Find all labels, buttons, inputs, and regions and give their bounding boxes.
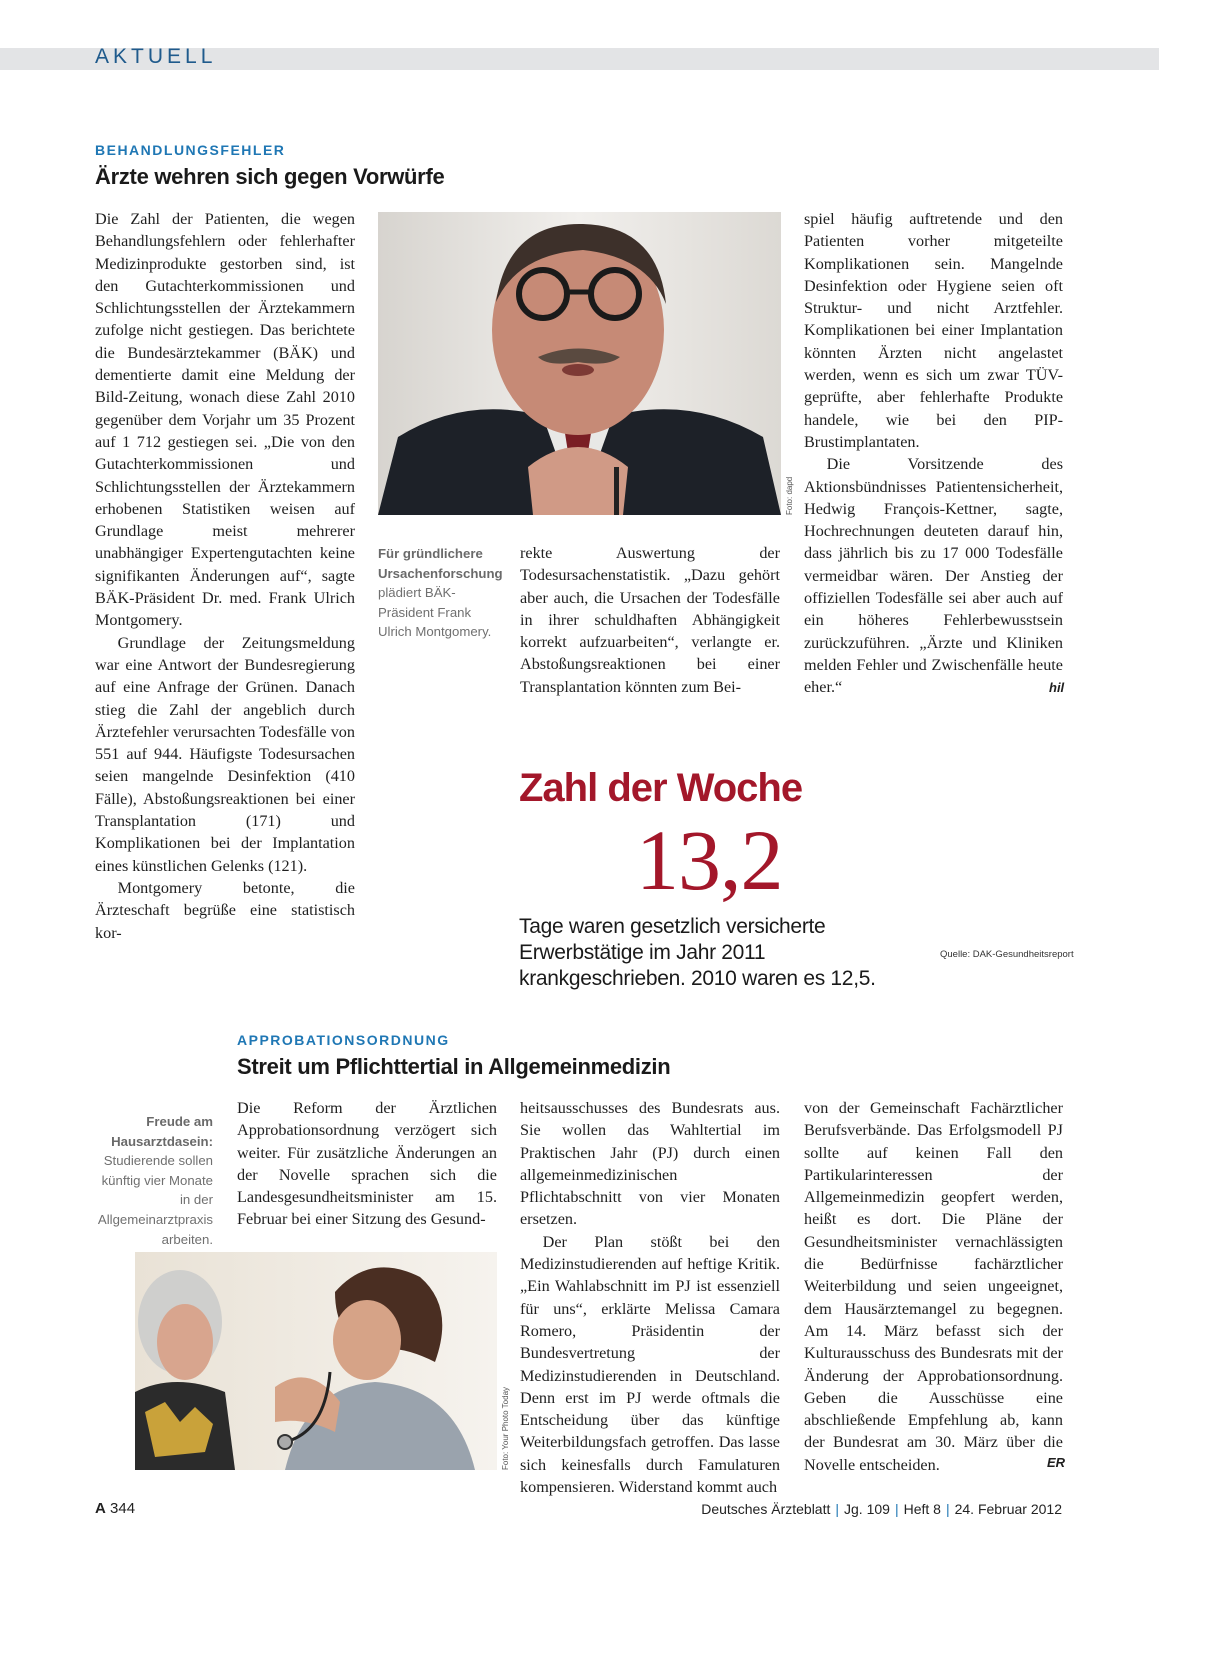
article1-col3-para-2: Die Vorsitzende des Aktionsbündnisses Patientensicherheit, Hedwig François-Kettner, sagte, Hochrechnungen deuteten darauf hin, dass jährlich bis zu 17 000 Todesfälle vermeidbar wären. Der Anstieg der offiziellen Todesfälle sei aber auch auf ein höheres Fehlerbewusstsein zurückzuführen. „Ärzte und Kliniken melden Fehler und Zwischenfälle heute eher.“ <box>804 455 1063 697</box>
article2-column-3 <box>804 1097 1066 1476</box>
article2-signature: ER <box>1047 1455 1066 1470</box>
photo1-credit: Foto: dapd <box>785 476 794 515</box>
article2-headline: Streit um Pflichttertial in Allgemeinmedizin <box>237 1054 671 1079</box>
montgomery-photo <box>378 212 781 515</box>
article1-col1-para-2: Grundlage der Zeitungsmeldung war eine Antwort der Bundesregierung auf eine Anfrage der Grünen. Danach stieg die Zahl der angeblich durch Ärztefehler verursachten Todesfälle von 551 auf 944. Häufigste Todesursachen seien mangelnde Desinfektion (410 Fälle), Abstoßungsreaktionen bei einer Transplantation (171) und Komplikationen bei der Implantation eines künstlichen Gelenks (121). <box>95 633 355 875</box>
article2-col2-para-2: Der Plan stößt bei den Medizinstudierenden auf heftige Kritik. „Ein Wahlabschnitt im PJ ist essenziell für uns“, erklärte Melissa Camara Romero, Präsidentin der Bundesvertretung der Medizinstudierenden in Deutschland. Denn erst im PJ werde oftmals die Entscheidung über das künftige Weiterbildungsfach getroffen. Das lasse sich keinesfalls durch Famulaturen kompensieren. Widerstand kommt auch <box>520 1232 780 1497</box>
article1-kicker: BEHANDLUNGSFEHLER <box>95 142 286 158</box>
article2-column-2 <box>520 1097 780 1498</box>
article1-headline: Ärzte wehren sich gegen Vorwürfe <box>95 164 445 189</box>
article2-column-1 <box>237 1097 497 1231</box>
article1-signature: hil <box>1049 680 1065 695</box>
zahl-der-woche-source: Quelle: DAK-Gesundheitsreport <box>940 949 1074 960</box>
zahl-der-woche-title: Zahl der Woche <box>519 766 803 810</box>
zahl-der-woche-number: 13,2 <box>636 812 783 908</box>
doctor-patient-photo <box>135 1252 497 1470</box>
zahl-der-woche-text: Tage waren gesetzlich versicherte Erwerbstätige im Jahr 2011 krankgeschrieben. 2010 waren es 12,5. <box>519 915 876 990</box>
article1-column-3 <box>804 208 1063 699</box>
article1-col3-para-1: spiel häufig auftretende und den Patienten vorher mitgeteilte Komplikationen sein. Mangelnde Desinfektion oder Hygiene seien oft Struktur- und nicht Arztfehler. Komplikationen bei einer Implantation könnten Ärzten nicht angelastet werden, wenn es sich um zwar TÜV-geprüfte, aber fehlerhafte Produkte handele, wie bei den PIP-Brustimplantaten. <box>804 210 1063 451</box>
journal-name: Deutsches Ärzteblatt <box>701 1501 831 1517</box>
journal-volume: Jg. 109 <box>844 1501 890 1517</box>
footer-separator: | <box>945 1501 950 1517</box>
photo2-credit: Foto: Your Photo Today <box>501 1386 510 1470</box>
photo1-caption-bold: Für gründlichere Ursachenforschung <box>378 546 503 581</box>
article2-kicker: APPROBATIONSORDNUNG <box>237 1032 450 1048</box>
article1-col1-para-1: Die Zahl der Patienten, die wegen Behandlungsfehlern oder fehlerhafter Medizinprodukte gestorben sind, ist den Gutachterkommissionen und Schlichtungsstellen der Ärztekammern zufolge nicht gestiegen. Das berichtete die Bundesärztekammer (BÄK) und dementierte damit eine Meldung der Bild-Zeitung, wonach diese Zahl 2010 gegenüber dem Vorjahr um 35 Prozent auf 1 712 gestiegen sei. „Die von den Gutachterkommissionen und Schlichtungsstellen der Ärztekammern erhobenen Statistiken weisen auf Grundlage meist mehrerer unabhängiger Expertengutachten keine signifikanten Änderungen auf“, sagte BÄK-Präsident Dr. med. Frank Ulrich Montgomery. <box>95 210 355 630</box>
page-letter: A <box>95 1500 106 1517</box>
footer-separator: | <box>835 1501 840 1517</box>
page-number <box>95 1500 135 1517</box>
photo2-caption-text: Studierende sollen künftig vier Monate in der Allgemeinarztpraxis arbeiten. <box>97 1153 213 1247</box>
article1-column-1 <box>95 208 355 944</box>
journal-footer <box>701 1501 1062 1517</box>
footer-separator: | <box>894 1501 899 1517</box>
article2-col3-para-1: von der Gemeinschaft Fachärztlicher Berufsverbände. Das Erfolgsmodell PJ sollte auf keinen Fall den Partikularinteressen der Allgemeinmedizin geopfert werden, heißt es dort. Die Pläne der Gesundheitsminister vernachlässigten die Bedürfnisse fachärztlicher Weiterbildung und seien ungeeignet, dem Hausärztemangel zu begegnen. Am 14. März befasst sich der Kulturausschuss des Bundesrats mit der Änderung der Approbationsordnung. Geben die Ausschüsse eine abschließende Empfehlung ab, kann der Bundesrat am 30. März über die Novelle entscheiden. <box>804 1099 1063 1474</box>
photo2-caption <box>95 1112 213 1249</box>
page-number-value: 344 <box>110 1500 136 1517</box>
article1-column-2 <box>520 542 780 698</box>
article1-col2-para-1: rekte Auswertung der Todesursachenstatistik. „Dazu gehört aber auch, die Ursachen der Todesfälle in ihrer schuldhaften Abhängigkeit korrekt aufzuarbeiten“, verlangte er. Abstoßungsreaktionen bei einer Transplantation könnten zum Bei- <box>520 544 780 696</box>
article2-col2-para-1: heitsausschusses des Bundesrats aus. Sie wollen das Wahltertial im Praktischen Jahr (PJ) durch einen allgemeinmedizinischen Pflichtabschnitt von vier Monaten ersetzen. <box>520 1099 780 1229</box>
article1-col1-para-3: Montgomery betonte, die Ärzteschaft begrüße eine statistisch kor- <box>95 878 355 942</box>
photo2-caption-bold: Freude am Hausarztdasein: <box>111 1114 213 1149</box>
article2-col1-para-1: Die Reform der Ärztlichen Approbationsordnung verzögert sich weiter. Für zusätzliche Änderungen an der Novelle sprachen sich die Landesgesundheitsminister am 15. Februar bei einer Sitzung des Gesund- <box>237 1099 497 1229</box>
journal-date: 24. Februar 2012 <box>954 1501 1062 1517</box>
journal-issue: Heft 8 <box>903 1501 941 1517</box>
photo1-caption-text: plädiert BÄK-Präsident Frank Ulrich Montgomery. <box>378 585 492 640</box>
section-label: AKTUELL <box>95 45 217 68</box>
photo1-caption <box>378 544 503 642</box>
